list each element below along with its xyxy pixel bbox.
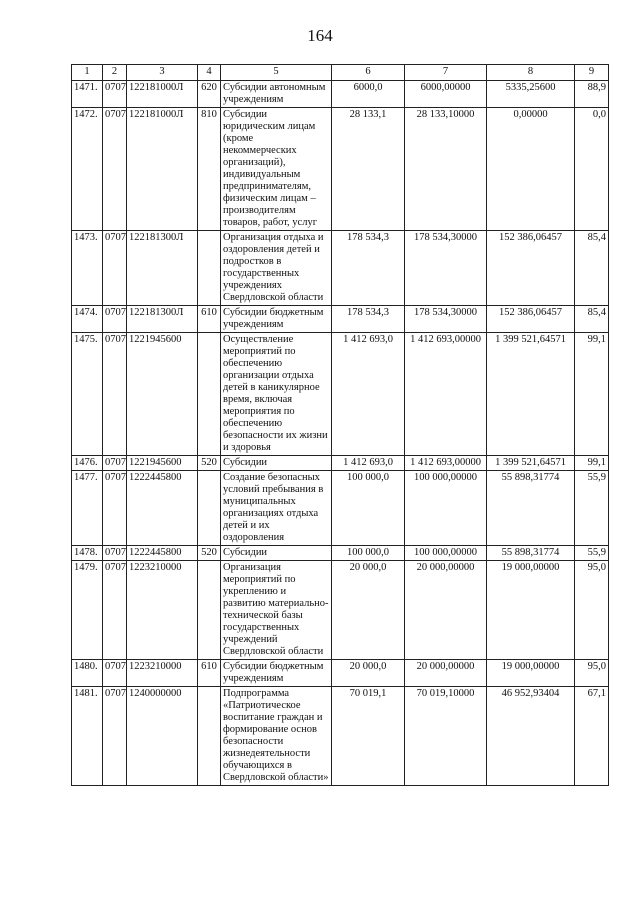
budget-amount: 20 000,00000 bbox=[405, 660, 487, 687]
table-row bbox=[72, 306, 609, 333]
target-code: 1221945600 bbox=[127, 333, 198, 456]
budget-amount: 20 000,00000 bbox=[405, 561, 487, 660]
table-row bbox=[72, 231, 609, 306]
executed-amount: 46 952,93404 bbox=[487, 687, 575, 786]
plan-amount: 100 000,0 bbox=[332, 546, 405, 561]
row-number: 1475. bbox=[72, 333, 103, 456]
row-number: 1476. bbox=[72, 456, 103, 471]
target-code: 1222445800 bbox=[127, 471, 198, 546]
execution-percent: 99,1 bbox=[575, 333, 609, 456]
budget-amount: 6000,00000 bbox=[405, 81, 487, 108]
target-code: 1223210000 bbox=[127, 561, 198, 660]
target-code: 1221945600 bbox=[127, 456, 198, 471]
column-header: 3 bbox=[127, 65, 198, 81]
plan-amount: 20 000,0 bbox=[332, 561, 405, 660]
expense-type: 610 bbox=[198, 660, 221, 687]
target-code: 122181000Л bbox=[127, 108, 198, 231]
section-code: 0707 bbox=[103, 456, 127, 471]
section-code: 0707 bbox=[103, 546, 127, 561]
section-code: 0707 bbox=[103, 660, 127, 687]
target-code: 1222445800 bbox=[127, 546, 198, 561]
expense-type: 520 bbox=[198, 456, 221, 471]
table-header-row bbox=[72, 65, 609, 81]
column-header: 5 bbox=[221, 65, 332, 81]
execution-percent: 85,4 bbox=[575, 306, 609, 333]
row-number: 1472. bbox=[72, 108, 103, 231]
budget-amount: 70 019,10000 bbox=[405, 687, 487, 786]
executed-amount: 55 898,31774 bbox=[487, 546, 575, 561]
item-name: Организация отдыха и оздоровления детей и подростков в государственных учреждениях Свердловской области bbox=[221, 231, 332, 306]
executed-amount: 1 399 521,64571 bbox=[487, 333, 575, 456]
budget-amount: 1 412 693,00000 bbox=[405, 456, 487, 471]
target-code: 122181300Л bbox=[127, 231, 198, 306]
row-number: 1480. bbox=[72, 660, 103, 687]
column-header: 6 bbox=[332, 65, 405, 81]
expense-type: 520 bbox=[198, 546, 221, 561]
expense-type bbox=[198, 471, 221, 546]
execution-percent: 95,0 bbox=[575, 660, 609, 687]
expense-type bbox=[198, 231, 221, 306]
executed-amount: 5335,25600 bbox=[487, 81, 575, 108]
executed-amount: 55 898,31774 bbox=[487, 471, 575, 546]
table-row bbox=[72, 687, 609, 786]
budget-table bbox=[71, 64, 609, 786]
plan-amount: 6000,0 bbox=[332, 81, 405, 108]
item-name: Подпрограмма «Патриотическое воспитание граждан и формирование основ безопасности жизнедеятельности обучающихся в Свердловской области» bbox=[221, 687, 332, 786]
table-row bbox=[72, 561, 609, 660]
table-row bbox=[72, 660, 609, 687]
expense-type: 620 bbox=[198, 81, 221, 108]
plan-amount: 20 000,0 bbox=[332, 660, 405, 687]
expense-type: 610 bbox=[198, 306, 221, 333]
section-code: 0707 bbox=[103, 81, 127, 108]
section-code: 0707 bbox=[103, 231, 127, 306]
plan-amount: 1 412 693,0 bbox=[332, 333, 405, 456]
executed-amount: 152 386,06457 bbox=[487, 306, 575, 333]
execution-percent: 85,4 bbox=[575, 231, 609, 306]
target-code: 1240000000 bbox=[127, 687, 198, 786]
plan-amount: 100 000,0 bbox=[332, 471, 405, 546]
execution-percent: 55,9 bbox=[575, 546, 609, 561]
table-row bbox=[72, 456, 609, 471]
target-code: 122181300Л bbox=[127, 306, 198, 333]
budget-amount: 100 000,00000 bbox=[405, 471, 487, 546]
item-name: Субсидии bbox=[221, 456, 332, 471]
plan-amount: 178 534,3 bbox=[332, 306, 405, 333]
row-number: 1481. bbox=[72, 687, 103, 786]
budget-amount: 28 133,10000 bbox=[405, 108, 487, 231]
executed-amount: 1 399 521,64571 bbox=[487, 456, 575, 471]
section-code: 0707 bbox=[103, 333, 127, 456]
column-header: 1 bbox=[72, 65, 103, 81]
column-header: 8 bbox=[487, 65, 575, 81]
section-code: 0707 bbox=[103, 561, 127, 660]
table-row bbox=[72, 546, 609, 561]
section-code: 0707 bbox=[103, 687, 127, 786]
executed-amount: 152 386,06457 bbox=[487, 231, 575, 306]
item-name: Субсидии бюджетным учреждениям bbox=[221, 660, 332, 687]
item-name: Создание безопасных условий пребывания в муниципальных организациях отдыха детей и их оздоровления bbox=[221, 471, 332, 546]
plan-amount: 70 019,1 bbox=[332, 687, 405, 786]
plan-amount: 28 133,1 bbox=[332, 108, 405, 231]
item-name: Организация мероприятий по укреплению и развитию материально-технической базы государственных учреждений Свердловской области bbox=[221, 561, 332, 660]
expense-type bbox=[198, 687, 221, 786]
page-number: 164 bbox=[307, 26, 333, 45]
column-header: 9 bbox=[575, 65, 609, 81]
target-code: 122181000Л bbox=[127, 81, 198, 108]
plan-amount: 1 412 693,0 bbox=[332, 456, 405, 471]
table-row bbox=[72, 333, 609, 456]
table-row bbox=[72, 471, 609, 546]
budget-amount: 1 412 693,00000 bbox=[405, 333, 487, 456]
row-number: 1474. bbox=[72, 306, 103, 333]
executed-amount: 0,00000 bbox=[487, 108, 575, 231]
row-number: 1479. bbox=[72, 561, 103, 660]
execution-percent: 55,9 bbox=[575, 471, 609, 546]
row-number: 1471. bbox=[72, 81, 103, 108]
budget-amount: 100 000,00000 bbox=[405, 546, 487, 561]
execution-percent: 99,1 bbox=[575, 456, 609, 471]
table-row bbox=[72, 81, 609, 108]
executed-amount: 19 000,00000 bbox=[487, 660, 575, 687]
budget-amount: 178 534,30000 bbox=[405, 231, 487, 306]
plan-amount: 178 534,3 bbox=[332, 231, 405, 306]
item-name: Субсидии бюджетным учреждениям bbox=[221, 306, 332, 333]
row-number: 1477. bbox=[72, 471, 103, 546]
execution-percent: 67,1 bbox=[575, 687, 609, 786]
table-row bbox=[72, 108, 609, 231]
row-number: 1478. bbox=[72, 546, 103, 561]
column-header: 7 bbox=[405, 65, 487, 81]
item-name: Субсидии автономным учреждениям bbox=[221, 81, 332, 108]
execution-percent: 88,9 bbox=[575, 81, 609, 108]
item-name: Субсидии bbox=[221, 546, 332, 561]
column-header: 4 bbox=[198, 65, 221, 81]
execution-percent: 0,0 bbox=[575, 108, 609, 231]
target-code: 1223210000 bbox=[127, 660, 198, 687]
section-code: 0707 bbox=[103, 108, 127, 231]
item-name: Субсидии юридическим лицам (кроме некоммерческих организаций), индивидуальным предпринимателям, физическим лицам – производителям товаров, работ, услуг bbox=[221, 108, 332, 231]
expense-type bbox=[198, 333, 221, 456]
budget-amount: 178 534,30000 bbox=[405, 306, 487, 333]
executed-amount: 19 000,00000 bbox=[487, 561, 575, 660]
column-header: 2 bbox=[103, 65, 127, 81]
section-code: 0707 bbox=[103, 306, 127, 333]
expense-type: 810 bbox=[198, 108, 221, 231]
execution-percent: 95,0 bbox=[575, 561, 609, 660]
item-name: Осуществление мероприятий по обеспечению организации отдыха детей в каникулярное время, включая мероприятия по обеспечению безопасности их жизни и здоровья bbox=[221, 333, 332, 456]
expense-type bbox=[198, 561, 221, 660]
section-code: 0707 bbox=[103, 471, 127, 546]
row-number: 1473. bbox=[72, 231, 103, 306]
